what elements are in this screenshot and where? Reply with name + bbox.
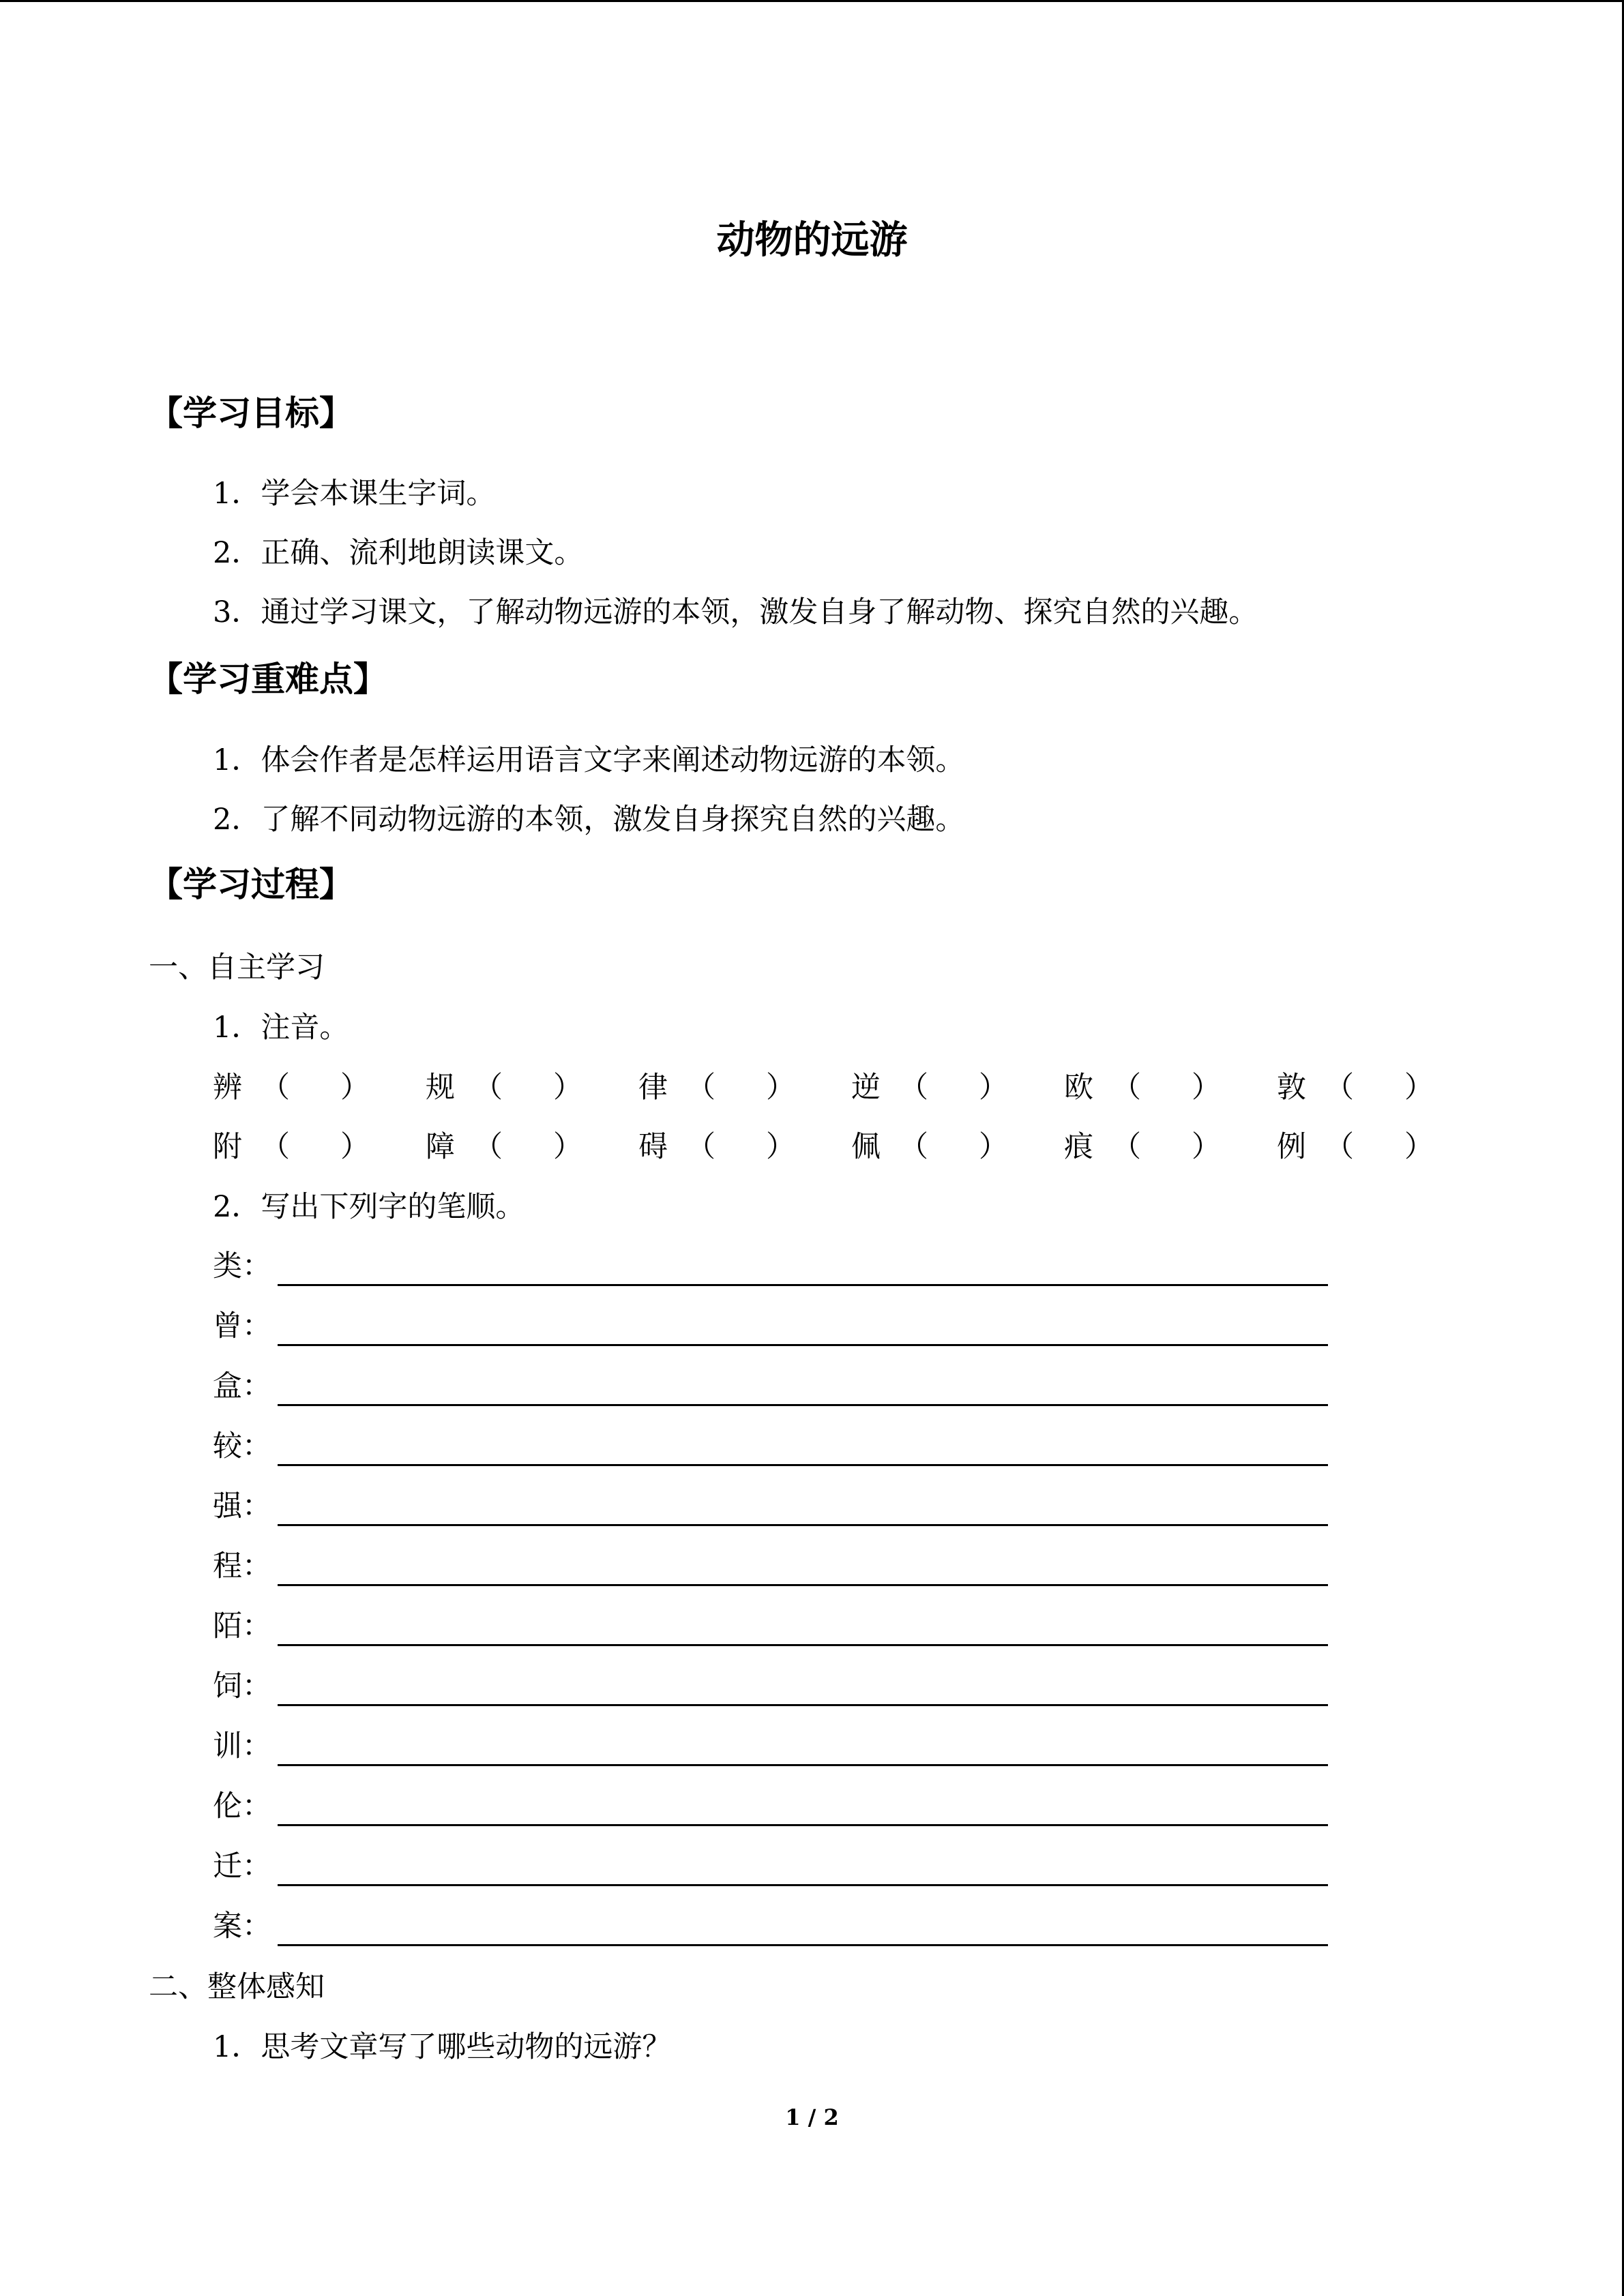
- goals-heading: 【学习目标】: [149, 393, 353, 433]
- stroke-order-row: [213, 1426, 1331, 1467]
- pinyin-open-paren: （: [1112, 1130, 1141, 1164]
- pinyin-char: 逆: [851, 1071, 881, 1105]
- stroke-order-char: 案：: [213, 1909, 271, 1943]
- pinyin-open-paren: （: [261, 1071, 290, 1105]
- answer-line[interactable]: [278, 1884, 1328, 1886]
- pinyin-char: 敦: [1277, 1071, 1306, 1105]
- pinyin-open-paren: （: [686, 1130, 715, 1164]
- answer-line[interactable]: [278, 1944, 1328, 1946]
- pinyin-close-paren: ）: [766, 1071, 795, 1105]
- pinyin-char: 附: [213, 1130, 242, 1164]
- pinyin-open-paren: （: [1325, 1071, 1354, 1105]
- pinyin-char: 辨: [213, 1071, 242, 1105]
- answer-line[interactable]: [278, 1524, 1328, 1526]
- pinyin-char: 规: [426, 1071, 455, 1105]
- answer-line[interactable]: [278, 1344, 1328, 1346]
- pinyin-close-paren: ）: [979, 1130, 1008, 1164]
- stroke-order-char: 曾：: [213, 1309, 271, 1343]
- pinyin-close-paren: ）: [553, 1071, 582, 1105]
- pinyin-close-paren: ）: [1404, 1130, 1434, 1164]
- pinyin-open-paren: （: [686, 1071, 715, 1105]
- stroke-order-char: 强：: [213, 1489, 271, 1523]
- stroke-order-row: [213, 1546, 1331, 1587]
- pinyin-close-paren: ）: [979, 1071, 1008, 1105]
- key-points-heading: 【学习重难点】: [149, 659, 387, 699]
- pinyin-char: 欧: [1064, 1071, 1093, 1105]
- stroke-order-char: 类：: [213, 1249, 271, 1283]
- pinyin-char: 律: [638, 1071, 668, 1105]
- pinyin-close-paren: ）: [553, 1130, 582, 1164]
- answer-line[interactable]: [278, 1284, 1328, 1286]
- pinyin-close-paren: ）: [1192, 1071, 1221, 1105]
- answer-line[interactable]: [278, 1764, 1328, 1766]
- stroke-order-char: 陌：: [213, 1609, 271, 1643]
- pinyin-open-paren: （: [1325, 1130, 1354, 1164]
- stroke-order-row: [213, 1666, 1331, 1707]
- key-point-item-2: 2．了解不同动物远游的本领，激发自身探究自然的兴趣。: [213, 803, 965, 837]
- pinyin-char: 例: [1277, 1130, 1306, 1164]
- pinyin-close-paren: ）: [1192, 1130, 1221, 1164]
- section2-question-1: 1．思考文章写了哪些动物的远游？: [213, 2030, 672, 2064]
- pinyin-char: 佩: [851, 1130, 881, 1164]
- pinyin-close-paren: ）: [340, 1071, 370, 1105]
- pinyin-open-paren: （: [1112, 1071, 1141, 1105]
- stroke-order-char: 饲：: [213, 1669, 271, 1703]
- answer-line[interactable]: [278, 1644, 1328, 1646]
- page-border-top: [0, 0, 1624, 2]
- stroke-order-row: [213, 1726, 1331, 1767]
- stroke-order-char: 伦：: [213, 1789, 271, 1823]
- stroke-order-row: [213, 1246, 1331, 1287]
- pinyin-open-paren: （: [473, 1071, 503, 1105]
- stroke-order-char: 盒：: [213, 1369, 271, 1403]
- answer-line[interactable]: [278, 1464, 1328, 1466]
- stroke-order-row: [213, 1306, 1331, 1347]
- goal-item-1: 1．学会本课生字词。: [213, 477, 496, 511]
- stroke-order-row: [213, 1906, 1331, 1947]
- stroke-order-row: [213, 1486, 1331, 1527]
- process-heading: 【学习过程】: [149, 865, 353, 904]
- pinyin-open-paren: （: [899, 1130, 928, 1164]
- section1-title: 一、自主学习: [149, 951, 325, 985]
- stroke-order-char: 程：: [213, 1549, 271, 1583]
- pinyin-open-paren: （: [899, 1071, 928, 1105]
- pinyin-close-paren: ）: [766, 1130, 795, 1164]
- key-point-item-1: 1．体会作者是怎样运用语言文字来阐述动物远游的本领。: [213, 743, 965, 777]
- answer-line[interactable]: [278, 1824, 1328, 1826]
- page-number: 1 / 2: [785, 2104, 839, 2130]
- pinyin-open-paren: （: [473, 1130, 503, 1164]
- stroke-order-char: 迁：: [213, 1849, 271, 1883]
- stroke-order-row: [213, 1846, 1331, 1887]
- answer-line[interactable]: [278, 1404, 1328, 1406]
- answer-line[interactable]: [278, 1584, 1328, 1586]
- section2-title: 二、整体感知: [149, 1970, 325, 2004]
- goal-item-2: 2．正确、流利地朗读课文。: [213, 536, 584, 570]
- stroke-order-row: [213, 1606, 1331, 1647]
- goal-item-3: 3．通过学习课文，了解动物远游的本领，激发自身了解动物、探究自然的兴趣。: [213, 595, 1258, 629]
- pinyin-open-paren: （: [261, 1130, 290, 1164]
- pinyin-close-paren: ）: [1404, 1071, 1434, 1105]
- stroke-order-char: 较：: [213, 1429, 271, 1463]
- pinyin-close-paren: ）: [340, 1130, 370, 1164]
- pinyin-char: 碍: [638, 1130, 668, 1164]
- pinyin-char: 障: [426, 1130, 455, 1164]
- stroke-order-row: [213, 1786, 1331, 1827]
- pinyin-question: 1．注音。: [213, 1011, 349, 1045]
- stroke-order-char: 训：: [213, 1729, 271, 1763]
- pinyin-char: 痕: [1064, 1130, 1093, 1164]
- stroke-order-question: 2．写出下列字的笔顺。: [213, 1190, 525, 1224]
- answer-line[interactable]: [278, 1704, 1328, 1706]
- page-title: 动物的远游: [716, 218, 908, 263]
- stroke-order-row: [213, 1366, 1331, 1407]
